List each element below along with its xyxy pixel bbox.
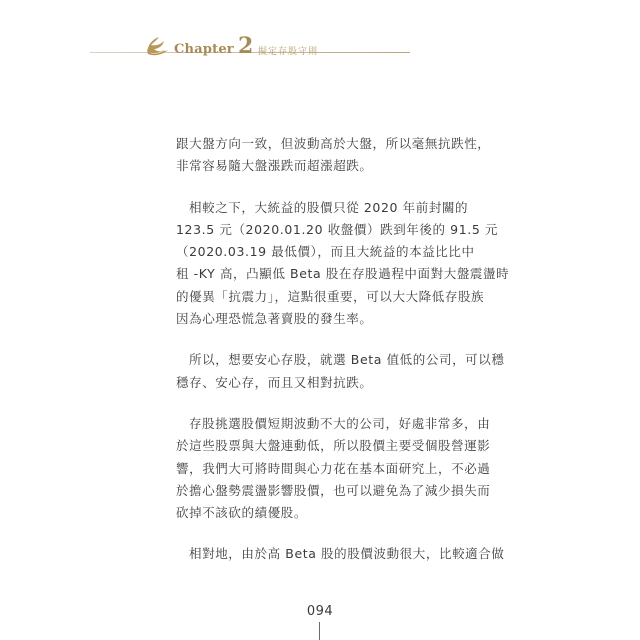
paragraph [176, 197, 510, 331]
text-line: 的優異「抗震力」，這點很重要，可以大大降低存股族 [176, 288, 485, 304]
chapter-header [90, 30, 550, 70]
text-line: 租 -KY 高，凸顯低 Beta 股在存股過程中面對大盤震盪時 [176, 266, 510, 282]
gold-swirl-icon [145, 36, 171, 58]
page-number: 094 [306, 604, 334, 619]
text-line: 於這些股票與大盤連動低，所以股價主要受個股營運影 [176, 438, 491, 454]
text-line: 穩存、安心存，而且又相對抗跌。 [176, 374, 373, 390]
chapter-number: 2 [238, 33, 254, 59]
text-line: 所以，想要安心存股，就選 Beta 值低的公司，可以穩 [189, 352, 505, 368]
text-line: 跟大盤方向一致，但波動高於大盤，所以毫無抗跌性， [176, 136, 491, 151]
text-line: （2020.03.19 最低價），而且大統益的本益比比中 [176, 244, 475, 260]
chapter-title: 擬定存股守則 [258, 47, 319, 57]
paragraph [176, 543, 505, 565]
text-line: 響，我們大可將時間與心力花在基本面研究上，不必過 [176, 460, 491, 476]
text-line: 砍掉不該砍的績優股。 [176, 505, 308, 521]
paragraph [176, 413, 491, 524]
text-line: 存股挑選股價短期波動不大的公司，好處非常多，由 [189, 415, 491, 431]
text-line: 因為心理恐慌急著賣股的發生率。 [176, 311, 373, 327]
paragraph [176, 133, 491, 178]
text-line: 相較之下，大統益的股價只從 2020 年前封關的 [189, 199, 469, 215]
body-text [176, 133, 510, 585]
paragraph [176, 349, 505, 394]
chapter-label: Chapter [174, 42, 234, 57]
footer-rule [319, 622, 320, 640]
text-line: 於擔心盤勢震盪影響股價，也可以避免為了減少損失而 [176, 482, 491, 498]
text-line: 123.5 元（2020.01.20 收盤價）跌到年後的 91.5 元 [176, 221, 499, 237]
text-line: 相對地，由於高 Beta 股的股價波動很大，比較適合做 [189, 546, 505, 562]
text-line: 非常容易隨大盤漲跌而超漲超跌。 [176, 158, 373, 174]
